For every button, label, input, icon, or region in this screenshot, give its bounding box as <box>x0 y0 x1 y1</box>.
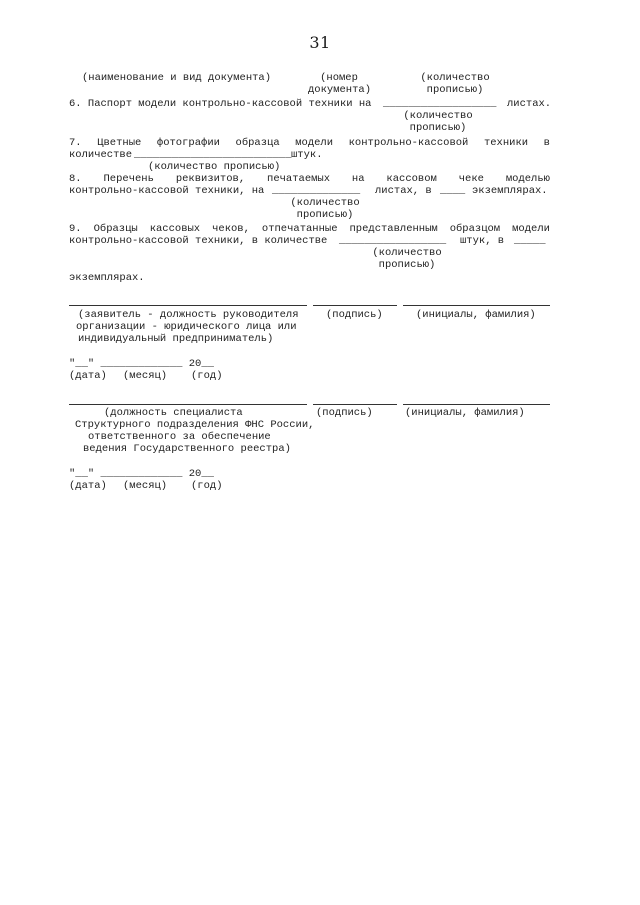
item-8-line-2-tail: экземплярах. <box>472 185 548 197</box>
item-9-caption-1: (количество <box>372 247 442 259</box>
item-6-text: 6. Паспорт модели контрольно-кассовой техники на <box>69 98 372 110</box>
specialist-name-line <box>403 404 550 405</box>
item-8-pages-blank: ______________ <box>272 185 361 197</box>
item-8-caption-1: (количество <box>290 197 360 209</box>
date-2-day-caption: (дата) <box>69 480 107 492</box>
date-2-line: "__" _____________ 20__ <box>69 468 214 480</box>
item-7-caption: (количество прописью) <box>148 161 281 173</box>
date-1-line: "__" _____________ 20__ <box>69 358 214 370</box>
item-7-quantity-blank: _________________________ <box>134 149 292 161</box>
applicant-position-line <box>69 305 307 306</box>
date-2-year-caption: (год) <box>191 480 223 492</box>
item-8-line-2-text: контрольно-кассовой техники, на <box>69 185 265 197</box>
specialist-role-caption-2: Структурного подразделения ФНС России, <box>75 419 315 431</box>
applicant-role-caption-3: индивидуальный предприниматель) <box>78 333 274 345</box>
item-6-caption-2: прописью) <box>409 122 467 134</box>
item-8-line-1: 8. Перечень реквизитов, печатаемых на кассовом чеке моделью <box>69 173 550 185</box>
applicant-role-caption-2: организации - юридического лица или <box>76 321 297 333</box>
item-9-line-2-mid: штук, в <box>460 235 505 247</box>
item-7-line-2-text: количестве <box>69 149 133 161</box>
item-6-tail: листах. <box>507 98 552 110</box>
item-8-line-2-mid: листах, в <box>375 185 432 197</box>
applicant-signature-line <box>313 305 397 306</box>
item-6-caption-1: (количество <box>403 110 473 122</box>
specialist-signature-line <box>313 404 397 405</box>
caption-document-number-2: документа) <box>308 84 372 96</box>
item-7-line-2-tail: штук. <box>291 149 323 161</box>
caption-quantity-1: (количество <box>420 72 490 84</box>
specialist-role-caption-4: ведения Государственного реестра) <box>83 443 291 455</box>
specialist-signature-caption: (подпись) <box>316 407 373 419</box>
applicant-role-caption-1: (заявитель - должность руководителя <box>78 309 299 321</box>
specialist-role-caption-1: (должность специалиста <box>104 407 243 419</box>
caption-document-number-1: (номер <box>320 72 358 84</box>
item-9-quantity-blank: _________________ <box>339 235 447 247</box>
item-6-quantity-blank: __________________ <box>383 98 497 110</box>
specialist-role-caption-3: ответственного за обеспечение <box>88 431 271 443</box>
date-1-year-caption: (год) <box>191 370 223 382</box>
caption-document-name: (наименование и вид документа) <box>82 72 272 84</box>
date-2-month-caption: (месяц) <box>123 480 168 492</box>
item-9-line-2-text: контрольно-кассовой техники, в количестве <box>69 235 328 247</box>
item-9-copies-blank: _____ <box>514 235 546 247</box>
applicant-name-line <box>403 305 550 306</box>
specialist-position-line <box>69 404 307 405</box>
item-9-line-3: экземплярах. <box>69 272 145 284</box>
applicant-signature-caption: (подпись) <box>326 309 383 321</box>
item-8-copies-blank: ____ <box>440 185 466 197</box>
caption-quantity-2: прописью) <box>426 84 484 96</box>
item-8-caption-2: прописью) <box>296 209 354 221</box>
item-7-line-1: 7. Цветные фотографии образца модели контрольно-кассовой техники в <box>69 137 550 149</box>
page-number: 31 <box>309 33 331 52</box>
item-9-line-1: 9. Образцы кассовых чеков, отпечатанные представленным образцом модели <box>69 223 550 235</box>
date-1-month-caption: (месяц) <box>123 370 168 382</box>
date-1-day-caption: (дата) <box>69 370 107 382</box>
applicant-name-caption: (инициалы, фамилия) <box>416 309 536 321</box>
specialist-name-caption: (инициалы, фамилия) <box>405 407 525 419</box>
item-9-caption-2: прописью) <box>378 259 436 271</box>
